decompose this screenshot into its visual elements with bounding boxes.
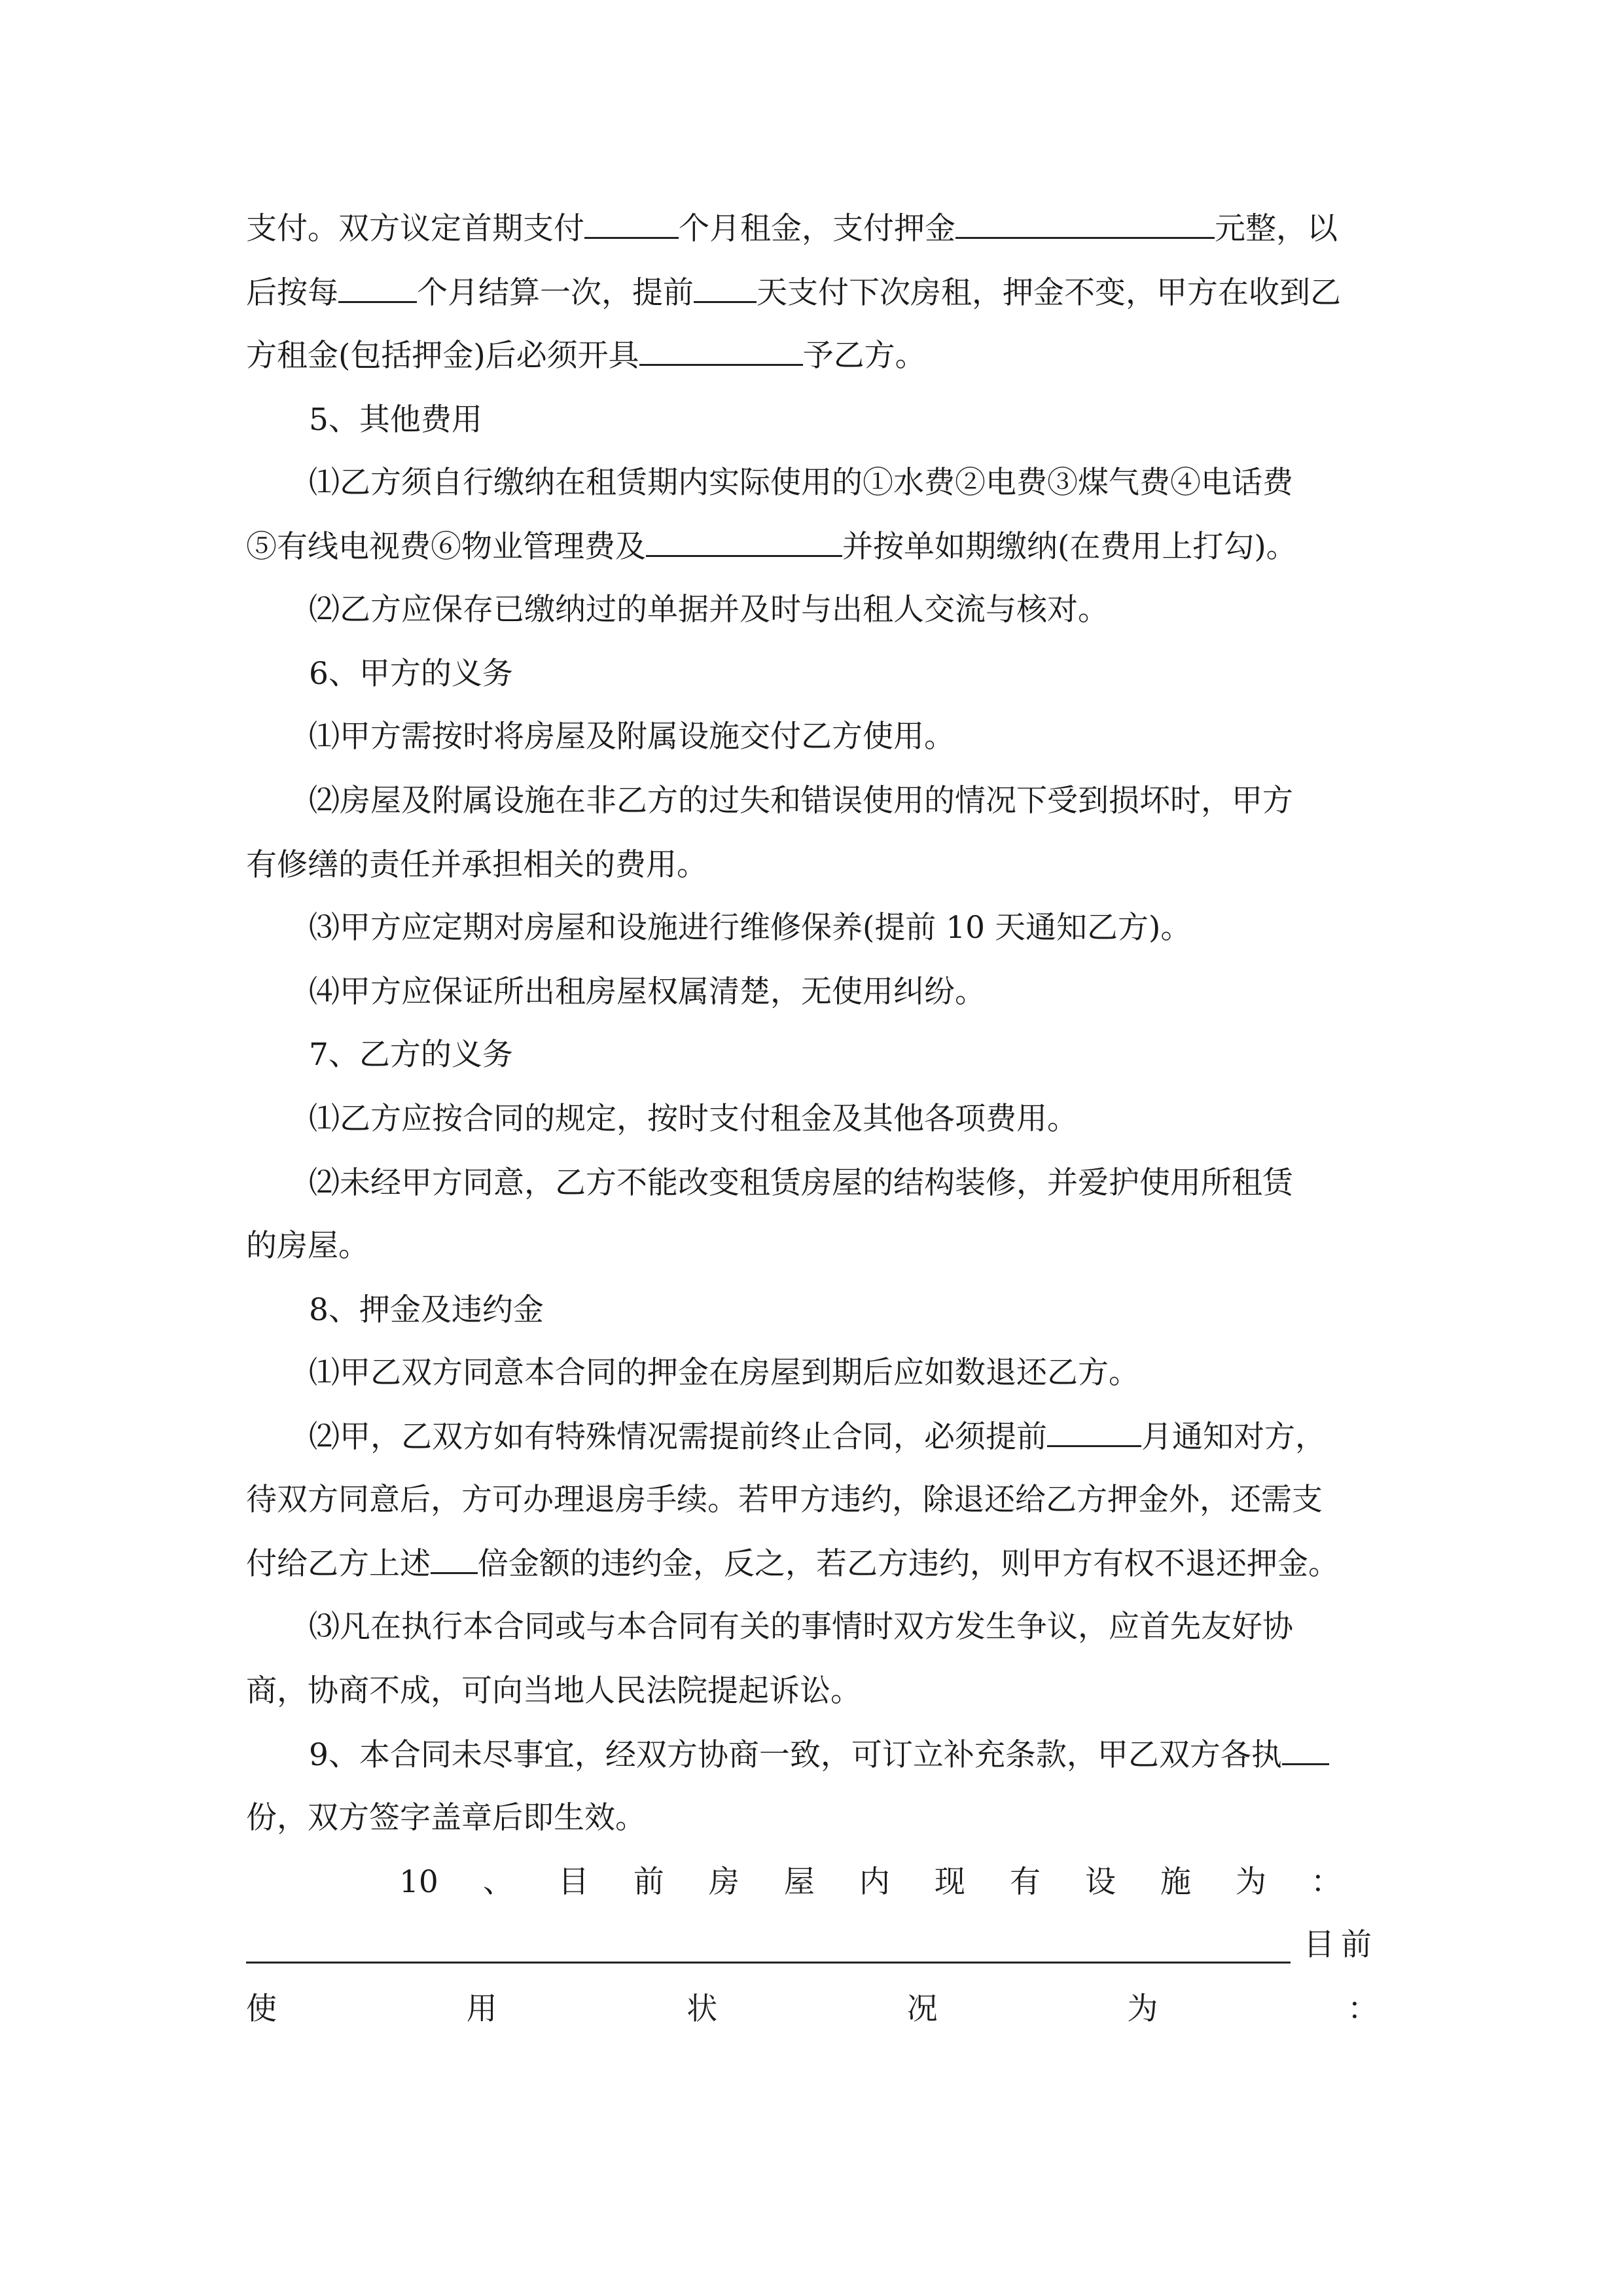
text-run: 付给乙方上述 (246, 1546, 431, 1582)
text-char: 目 (558, 1864, 589, 1900)
paragraph-line: ⑵乙方应保存已缴纳过的单据并及时与出租人交流与核对。 (309, 592, 1109, 628)
text-char: 施 (1160, 1864, 1191, 1900)
text-run: 后按每 (246, 275, 338, 311)
paragraph-line: ⑵房屋及附属设施在非乙方的过失和错误使用的情况下受到损坏时，甲方 (309, 783, 1293, 819)
text-run: 支付。双方议定首期支付 (246, 211, 584, 247)
paragraph-line: ⑴乙方应按合同的规定，按时支付租金及其他各项费用。 (309, 1101, 1078, 1137)
text-run: 个月租金，支付押金 (679, 211, 955, 247)
text-char: 内 (859, 1864, 890, 1900)
text-run: ⑵甲，乙双方如有特殊情况需提前终止合同，必须提前 (309, 1419, 1047, 1455)
receipt-type-blank[interactable] (639, 330, 803, 366)
paragraph-line: 待双方同意后，方可办理退房手续。若甲方违约，除退还给乙方押金外，还需支 (246, 1482, 1323, 1518)
paragraph-line: ⑶凡在执行本合同或与本合同有关的事情时双方发生争议，应首先友好协 (309, 1609, 1293, 1645)
copies-count-blank[interactable] (1282, 1729, 1329, 1765)
section-heading-7: 7、乙方的义务 (309, 1037, 513, 1073)
paragraph-line: 商，协商不成，可向当地人民法院提起诉讼。 (246, 1673, 861, 1709)
first-payment-months-blank[interactable] (584, 203, 679, 239)
text-run: 倍金额的违约金，反之，若乙方违约，则甲方有权不退还押金。 (478, 1546, 1339, 1582)
paragraph-line (246, 1535, 1378, 1594)
notice-months-blank[interactable] (1047, 1411, 1141, 1447)
text-run: ⑤有线电视费⑥物业管理费及 (246, 529, 646, 565)
section-heading-6: 6、甲方的义务 (309, 656, 513, 692)
text-char: 10 (399, 1864, 438, 1900)
text-char: ： (1347, 1991, 1378, 2027)
paragraph-line (309, 1408, 1378, 1467)
text-char: 有 (1009, 1864, 1041, 1900)
paragraph-line (246, 327, 1378, 386)
section-heading-10 (399, 1853, 1342, 1912)
penalty-multiple-blank[interactable] (431, 1538, 478, 1574)
text-char: 屋 (783, 1864, 815, 1900)
text-run: 并按单如期缴纳(在费用上打勾)。 (842, 529, 1297, 565)
paragraph-line: ⑴甲方需按时将房屋及附属设施交付乙方使用。 (309, 719, 955, 755)
settlement-months-blank[interactable] (338, 267, 417, 303)
text-run: 予乙方。 (802, 338, 926, 374)
text-char: 、 (482, 1864, 514, 1900)
paragraph-line: 份，双方签字盖章后即生效。 (246, 1800, 646, 1836)
text-char: 设 (1084, 1864, 1116, 1900)
text-run: 月通知对方， (1141, 1419, 1326, 1455)
paragraph-line: ⑶甲方应定期对房屋和设施进行维修保养(提前 10 天通知乙方)。 (309, 910, 1192, 946)
paragraph-line: 的房屋。 (246, 1228, 369, 1264)
text-run: 9、本合同未尽事宜，经双方协商一致，可订立补充条款，甲乙双方各执 (309, 1737, 1282, 1773)
text-run: 方租金(包括押金)后必须开具 (246, 338, 639, 374)
text-char: 状 (687, 1991, 718, 2027)
text-char: 使 (246, 1991, 277, 2027)
advance-days-blank[interactable] (694, 267, 757, 303)
text-char: 为 (1127, 1991, 1158, 2027)
facilities-blank[interactable] (246, 1928, 1291, 1964)
paragraph-line (309, 1726, 1378, 1785)
text-char: 现 (934, 1864, 965, 1900)
paragraph-line (246, 264, 1378, 323)
paragraph-line: ⑴甲乙双方同意本合同的押金在房屋到期后应如数退还乙方。 (309, 1355, 1139, 1391)
paragraph-line: ⑷甲方应保证所出租房屋权属清楚，无使用纠纷。 (309, 974, 986, 1010)
section-heading-8: 8、押金及违约金 (309, 1292, 544, 1328)
paragraph-line: ⑴乙方须自行缴纳在租赁期内实际使用的①水费②电费③煤气费④电话费 (309, 465, 1293, 501)
paragraph-line (246, 200, 1378, 259)
text-char: 前 (633, 1864, 664, 1900)
other-fees-blank[interactable] (646, 521, 842, 557)
paragraph-line (246, 1980, 1378, 2039)
text-char: 况 (906, 1991, 938, 2027)
paragraph-line: 有修缮的责任并承担相关的费用。 (246, 847, 707, 883)
text-char: 用 (466, 1991, 497, 2027)
text-run: 目前 (1304, 1927, 1378, 1963)
deposit-amount-blank[interactable] (955, 203, 1215, 239)
paragraph-line (246, 518, 1378, 577)
text-char: ： (1311, 1864, 1342, 1900)
text-run: 元整，以 (1215, 211, 1338, 247)
paragraph-line: ⑵未经甲方同意，乙方不能改变租赁房屋的结构装修，并爱护使用所租赁 (309, 1165, 1293, 1201)
text-run: 天支付下次房租，押金不变，甲方在收到乙 (757, 275, 1341, 311)
text-run: 个月结算一次，提前 (417, 275, 694, 311)
text-char: 房 (708, 1864, 740, 1900)
text-char: 为 (1235, 1864, 1266, 1900)
section-heading-5: 5、其他费用 (309, 402, 482, 438)
paragraph-line (246, 1916, 1378, 1975)
